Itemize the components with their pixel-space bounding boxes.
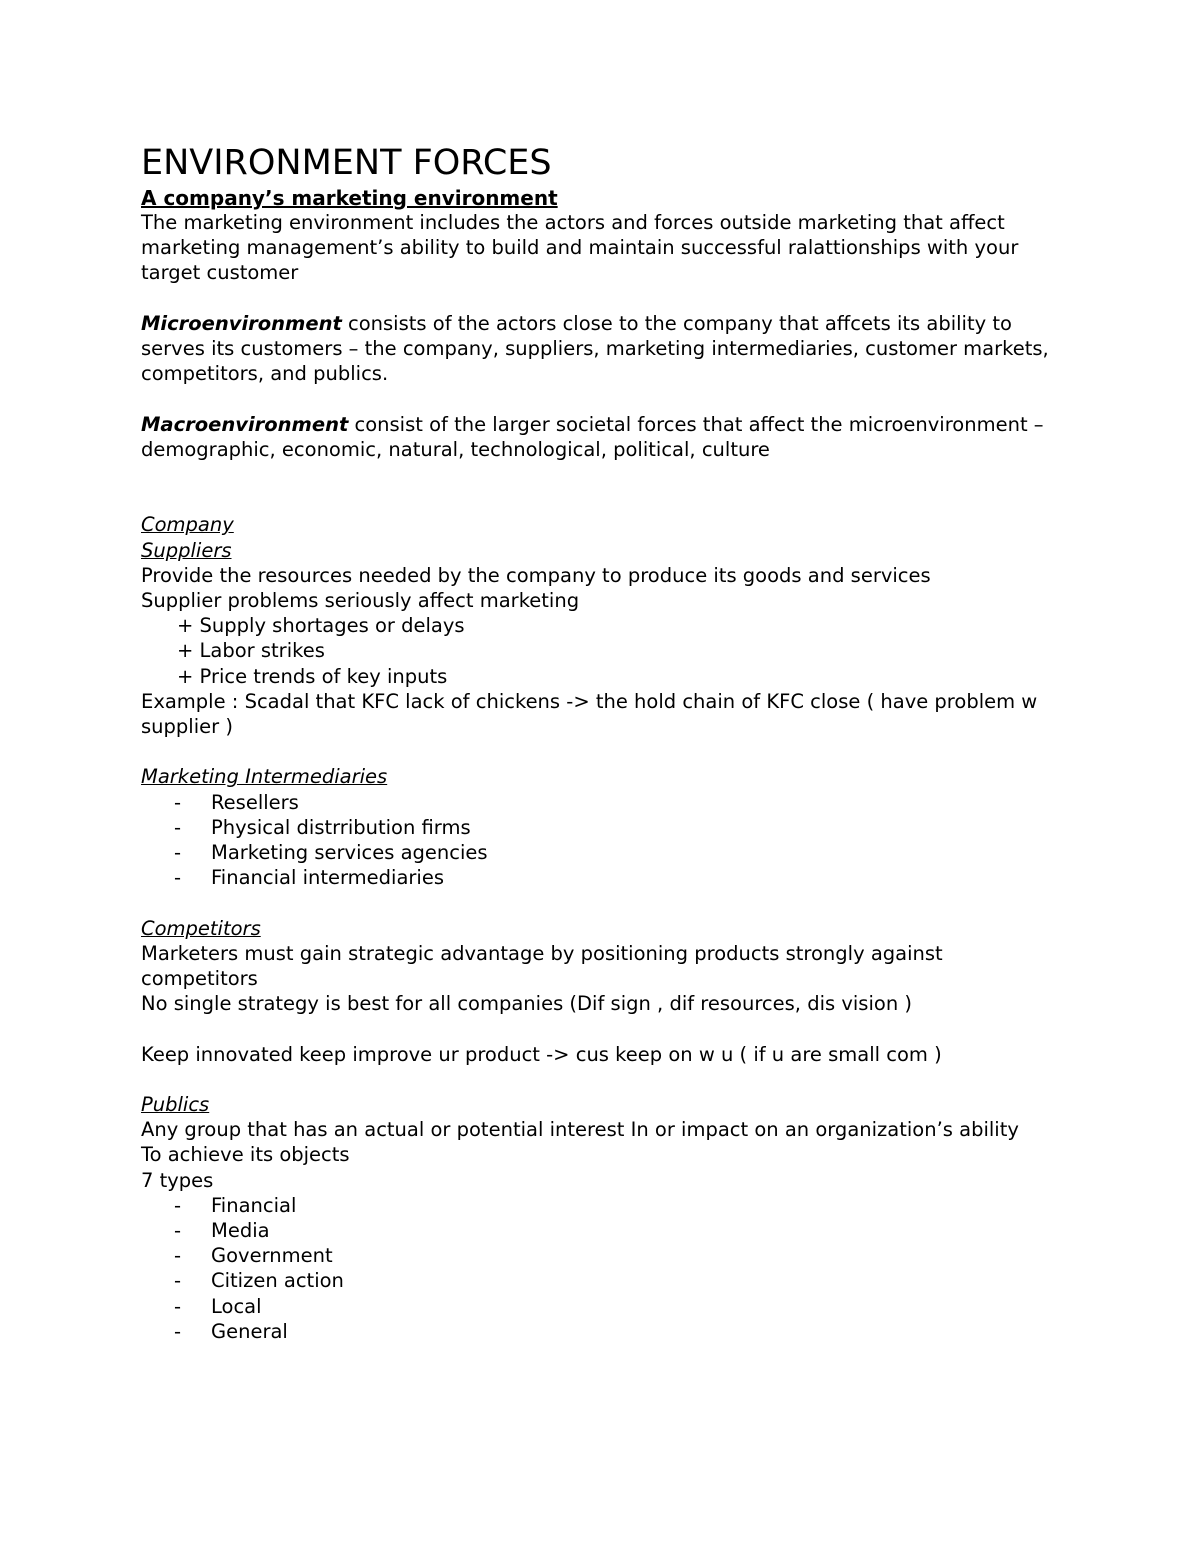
dash-bullet: - xyxy=(174,1219,182,1243)
document-page xyxy=(141,140,1061,1344)
publics-heading: Publics xyxy=(141,1093,210,1116)
list-item: + Price trends of key inputs xyxy=(177,664,448,688)
supplier-problems-list xyxy=(141,613,1061,689)
list-item xyxy=(141,1268,1061,1293)
list-item xyxy=(141,1218,1061,1243)
dash-bullet: - xyxy=(174,841,182,865)
intro-paragraph: The marketing environment includes the actors and forces outside marketing that affect marketing management’s ability to build and maintain successful ralattionships with your target customer xyxy=(141,211,1019,285)
publics-line-2: To achieve its objects xyxy=(141,1143,350,1167)
spacer xyxy=(141,386,1061,411)
list-item xyxy=(141,790,1061,815)
list-item xyxy=(141,1193,1061,1218)
suppliers-line-1: Provide the resources needed by the company to produce its goods and services xyxy=(141,563,931,587)
spacer xyxy=(141,462,1061,512)
dash-bullet: - xyxy=(174,815,182,839)
competitors-line-1: Marketers must gain strategic advantage by positioning products strongly against competitors xyxy=(141,941,943,991)
company-heading: Company xyxy=(141,513,234,537)
macroenvironment-paragraph xyxy=(141,412,1061,462)
dash-bullet: - xyxy=(174,1193,182,1217)
macroenvironment-term: Macroenvironment xyxy=(141,412,349,436)
spacer xyxy=(141,286,1061,311)
dash-bullet: - xyxy=(174,866,182,890)
dash-bullet: - xyxy=(174,1294,182,1318)
publics-line-3: 7 types xyxy=(141,1168,214,1192)
dash-bullet: - xyxy=(174,1269,182,1293)
list-item-text: Marketing services agencies xyxy=(211,841,488,865)
dash-bullet: - xyxy=(174,1244,182,1268)
list-item-text: Financial xyxy=(211,1193,297,1217)
list-item-text: Government xyxy=(211,1244,333,1268)
list-item xyxy=(141,815,1061,840)
list-item xyxy=(141,865,1061,890)
publics-line-1: Any group that has an actual or potential interest In or impact on an organization’s ability xyxy=(141,1118,1019,1142)
list-item-text: Resellers xyxy=(211,790,299,814)
suppliers-example: Example : Scadal that KFC lack of chickens -> the hold chain of KFC close ( have problem w supplier ) xyxy=(141,689,1038,739)
document-title: ENVIRONMENT FORCES xyxy=(141,143,552,183)
list-item-text: General xyxy=(211,1319,288,1343)
intermediaries-list xyxy=(141,790,1061,891)
dash-bullet: - xyxy=(174,790,182,814)
competitors-line-2: No single strategy is best for all companies (Dif sign , dif resources, dis vision ) xyxy=(141,992,912,1016)
list-item: + Supply shortages or delays xyxy=(177,614,465,638)
suppliers-line-2: Supplier problems seriously affect marketing xyxy=(141,589,580,612)
list-item-text: Media xyxy=(211,1219,270,1243)
list-item-text: Financial intermediaries xyxy=(211,866,445,890)
spacer xyxy=(141,890,1061,915)
spacer xyxy=(141,1067,1061,1092)
intermediaries-heading: Marketing Intermediaries xyxy=(141,765,388,789)
list-item xyxy=(141,1319,1061,1344)
dash-bullet: - xyxy=(174,1319,182,1343)
list-item-text: Citizen action xyxy=(211,1269,344,1293)
competitors-line-3: Keep innovated keep improve ur product -> cus keep on w u ( if u are small com ) xyxy=(141,1042,942,1066)
spacer xyxy=(141,1016,1061,1041)
microenvironment-paragraph xyxy=(141,311,1061,387)
microenvironment-text: consists of the actors close to the company that affcets its ability to serves its customers – the company, suppliers, marketing intermediaries, customer markets, competitors, and publics. xyxy=(141,311,1049,386)
list-item-text: Physical distrribution firms xyxy=(211,815,471,839)
suppliers-heading: Suppliers xyxy=(141,538,232,562)
list-item: + Labor strikes xyxy=(177,639,325,663)
list-item xyxy=(141,1243,1061,1268)
list-item xyxy=(141,840,1061,865)
list-item-text: Local xyxy=(211,1294,262,1318)
document-subtitle: A company’s marketing environment xyxy=(141,186,558,210)
microenvironment-term: Microenvironment xyxy=(141,311,342,335)
competitors-heading: Competitors xyxy=(141,916,261,940)
publics-types-list xyxy=(141,1193,1061,1344)
list-item xyxy=(141,1294,1061,1319)
spacer xyxy=(141,739,1061,764)
macroenvironment-text: consist of the larger societal forces that affect the microenvironment – demographic, economic, natural, technological, political, culture xyxy=(141,412,1044,461)
